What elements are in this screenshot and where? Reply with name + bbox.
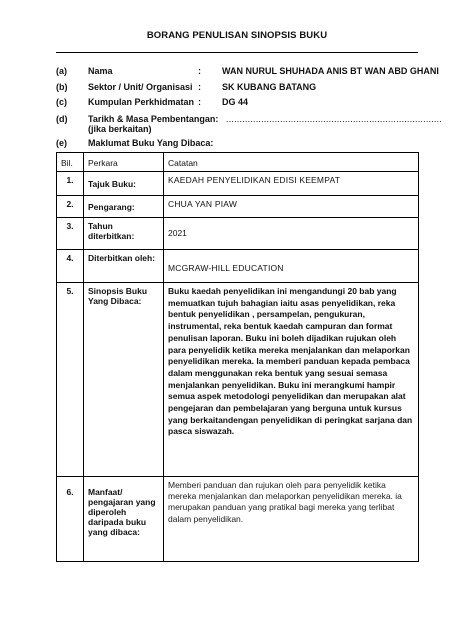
field-maklumat xyxy=(56,138,436,152)
field-value-sektor: SK KUBANG BATANG xyxy=(222,82,317,92)
form-title: BORANG PENULISAN SINOPSIS BUKU xyxy=(146,30,328,41)
field-letter: (a) xyxy=(56,66,67,76)
field-colon: : xyxy=(198,97,201,107)
row-number: 4. xyxy=(57,250,84,283)
row-number: 2. xyxy=(57,196,84,218)
row-perkara: Manfaat/ pengajaran yang diperoleh daripada buku yang dibaca: xyxy=(84,477,164,562)
title-divider xyxy=(56,52,418,53)
table-row-synopsis xyxy=(57,283,419,477)
table-row xyxy=(57,218,419,250)
row-number: 6. xyxy=(57,477,84,562)
header-bil: Bil. xyxy=(57,153,84,172)
field-letter: (b) xyxy=(56,82,68,92)
field-colon: : xyxy=(198,82,201,92)
field-colon: : xyxy=(198,66,201,76)
field-kumpulan xyxy=(56,97,436,111)
field-label: Nama xyxy=(88,66,113,76)
field-sublabel: (jika berkaitan) xyxy=(88,124,152,134)
field-label: Kumpulan Perkhidmatan xyxy=(88,97,195,107)
field-label: Tarikh & Masa Pembentangan: xyxy=(88,114,219,124)
synopsis-text: Buku kaedah penyelidikan ini mengandungi 20 bab yang memuatkan tujuh bahagian iaitu asas penyelidikan, reka bentuk penyelidikan , persampelan, pengukuran, instrumental, reka bentuk kaedah campuran dan format penulisan laporan. Buku ini boleh dijadikan rujukan oleh para penyelidik ketika mereka menjalankan dan melaporkan penyelidikan mereka. Ia memberi panduan kepada pembaca dalam menggunakan reka bentuk yang sesuai semasa menjalankan penyelidikan. Buku ini merangkumi hampir semua aspek metodologi penyelidikan dan merupakan alat pengejaran dan pembelajaran yang berguna untuk kursus yang berkaitandengan penyelidikan di peringkat sarjana dan pasca siswazah. xyxy=(164,283,419,477)
header-catatan: Catatan xyxy=(164,153,419,172)
field-sektor xyxy=(56,82,436,96)
header-perkara: Perkara xyxy=(84,153,164,172)
book-info-table xyxy=(56,152,419,562)
field-tarikh xyxy=(56,114,443,138)
row-perkara: Pengarang: xyxy=(84,196,164,218)
row-number: 3. xyxy=(57,218,84,250)
table-header-row xyxy=(57,153,419,172)
row-perkara: Tajuk Buku: xyxy=(84,172,164,196)
row-catatan: 2021 xyxy=(164,218,419,250)
manfaat-text: Memberi panduan dan rujukan oleh para penyelidik ketika mereka menjalankan dan melaporkan penyelidikan mereka. ia merupakan panduan yang pratikal bagi mereka yang terlibat dalam penyelidikan. xyxy=(164,477,419,562)
row-perkara: Diterbitkan oleh: xyxy=(84,250,164,283)
field-label: Sektor / Unit/ Organisasi xyxy=(88,82,193,92)
field-value-nama: WAN NURUL SHUHADA ANIS BT WAN ABD GHANI xyxy=(222,66,439,76)
field-letter: (e) xyxy=(56,138,67,148)
row-number: 1. xyxy=(57,172,84,196)
field-value-kumpulan: DG 44 xyxy=(222,97,249,107)
field-letter: (d) xyxy=(56,114,68,124)
row-catatan: CHUA YAN PIAW xyxy=(164,196,419,218)
field-letter: (c) xyxy=(56,97,67,107)
field-dotted-line: ................................................................................ xyxy=(226,114,443,124)
table-row xyxy=(57,196,419,218)
row-catatan: MCGRAW-HILL EDUCATION xyxy=(164,250,419,283)
row-catatan: KAEDAH PENYELIDIKAN EDISI KEEMPAT xyxy=(164,172,419,196)
row-perkara: Tahun diterbitkan: xyxy=(84,218,164,250)
field-nama xyxy=(56,66,439,80)
table-row xyxy=(57,172,419,196)
row-number: 5. xyxy=(57,283,84,477)
field-label: Maklumat Buku Yang Dibaca: xyxy=(88,138,214,148)
table-row-manfaat xyxy=(57,477,419,562)
row-perkara: Sinopsis Buku Yang Dibaca: xyxy=(84,283,164,477)
table-row xyxy=(57,250,419,283)
